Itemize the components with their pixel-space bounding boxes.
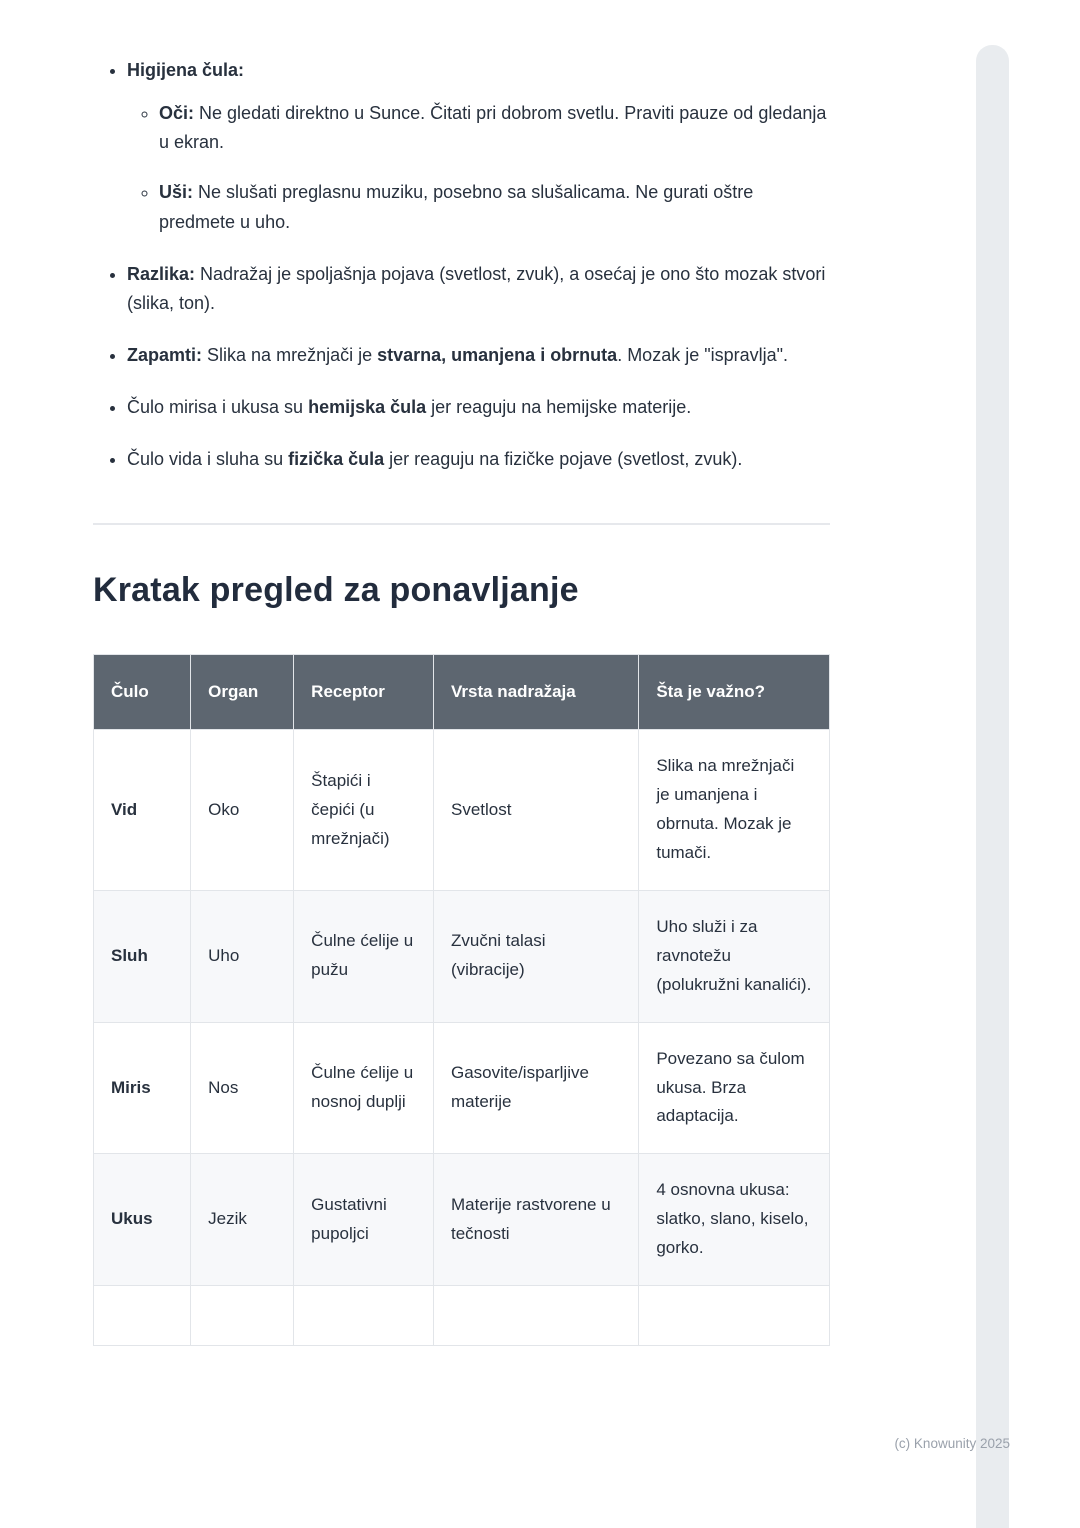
- bullet-label: Uši:: [159, 182, 194, 203]
- table-header: [94, 654, 830, 730]
- bullet-text: Nadražaj je spoljašnja pojava (svetlost, zvuk), a osećaj je ono što mozak stvori (slika, ton).: [127, 263, 826, 313]
- cell-vazno: Povezano sa čulom ukusa. Brza adaptacija.: [639, 1022, 830, 1154]
- cell-receptor: Čulne ćelije u pužu: [294, 891, 434, 1023]
- bullet-label: Razlika:: [127, 263, 196, 284]
- notes-sublist: [127, 99, 830, 237]
- cell-vazno: [639, 1286, 830, 1346]
- bullet-text: Čulo mirisa i ukusa su: [127, 397, 304, 418]
- bullet-text: jer reaguju na hemijske materije.: [431, 397, 692, 418]
- bullet-text: jer reaguju na fizičke pojave (svetlost, zvuk).: [389, 449, 743, 470]
- list-item-zapamti: [127, 341, 830, 370]
- cell-organ: Oko: [191, 730, 294, 891]
- page-title: Kratak pregled za ponavljanje: [93, 570, 579, 609]
- cell-culo: Vid: [94, 730, 191, 891]
- cell-culo: Sluh: [94, 891, 191, 1023]
- cell-organ: Uho: [191, 891, 294, 1023]
- column-header-organ: Organ: [191, 654, 294, 730]
- list-item-usi: [159, 178, 830, 236]
- bullet-text-bold: fizička čula: [288, 449, 385, 470]
- bullet-text: Ne slušati preglasnu muziku, posebno sa slušalicama. Ne gurati oštre predmete u uho.: [159, 182, 754, 232]
- list-item-hemijska: [127, 393, 830, 422]
- table-body: [94, 730, 830, 1346]
- table-row-vid: [94, 730, 830, 891]
- cell-vrsta: Materije rastvorene u tečnosti: [434, 1154, 639, 1286]
- column-header-culo: Čulo: [94, 654, 191, 730]
- bullet-text: Slika na mrežnjači je: [207, 345, 373, 366]
- column-header-vazno: Šta je važno?: [639, 654, 830, 730]
- cell-receptor: Štapići i čepići (u mrežnjači): [294, 730, 434, 891]
- bullet-label: Oči:: [159, 103, 195, 124]
- cell-receptor: Gustativni pupoljci: [294, 1154, 434, 1286]
- cell-organ: [191, 1286, 294, 1346]
- column-header-vrsta: Vrsta nadražaja: [434, 654, 639, 730]
- bullet-text-bold: hemijska čula: [308, 397, 427, 418]
- table-row-partial: [94, 1286, 830, 1346]
- section-divider: [93, 523, 830, 525]
- bullet-label: Zapamti:: [127, 345, 203, 366]
- cell-culo: [94, 1286, 191, 1346]
- cell-receptor: [294, 1286, 434, 1346]
- cell-organ: Jezik: [191, 1154, 294, 1286]
- list-item-oci: [159, 99, 830, 157]
- table-row-miris: [94, 1022, 830, 1154]
- table-row-ukus: [94, 1154, 830, 1286]
- cell-receptor: Čulne ćelije u nosnoj duplji: [294, 1022, 434, 1154]
- cell-vrsta: Gasovite/isparljive materije: [434, 1022, 639, 1154]
- cell-vazno: 4 osnovna ukusa: slatko, slano, kiselo, gorko.: [639, 1154, 830, 1286]
- bullet-text: . Mozak je "ispravlja".: [617, 345, 789, 366]
- cell-culo: Miris: [94, 1022, 191, 1154]
- senses-review-table: [93, 654, 830, 1346]
- cell-organ: Nos: [191, 1022, 294, 1154]
- footer-credit: (c) Knowunity 2025: [894, 1436, 1010, 1451]
- bullet-text: Čulo vida i sluha su: [127, 449, 284, 470]
- column-header-receptor: Receptor: [294, 654, 434, 730]
- list-item-razlika: [127, 260, 830, 318]
- cell-vrsta: Svetlost: [434, 730, 639, 891]
- cell-vrsta: Zvučni talasi (vibracije): [434, 891, 639, 1023]
- cell-vazno: Slika na mrežnjači je umanjena i obrnuta. Mozak je tumači.: [639, 730, 830, 891]
- list-item-fizicka: [127, 445, 830, 474]
- notes-list: [93, 56, 830, 475]
- table-row-sluh: [94, 891, 830, 1023]
- cell-culo: Ukus: [94, 1154, 191, 1286]
- cell-vazno: Uho služi i za ravnotežu (polukružni kanalići).: [639, 891, 830, 1023]
- list-item-higijena: [127, 56, 830, 237]
- vertical-scrollbar[interactable]: [976, 45, 1009, 1528]
- document-content: [93, 56, 830, 1346]
- bullet-text-bold: stvarna, umanjena i obrnuta: [377, 345, 618, 366]
- table-header-row: [94, 654, 830, 730]
- bullet-label: Higijena čula:: [127, 60, 245, 80]
- bullet-text: Ne gledati direktno u Sunce. Čitati pri dobrom svetlu. Praviti pauze od gledanja u ekran.: [159, 103, 827, 153]
- cell-vrsta: [434, 1286, 639, 1346]
